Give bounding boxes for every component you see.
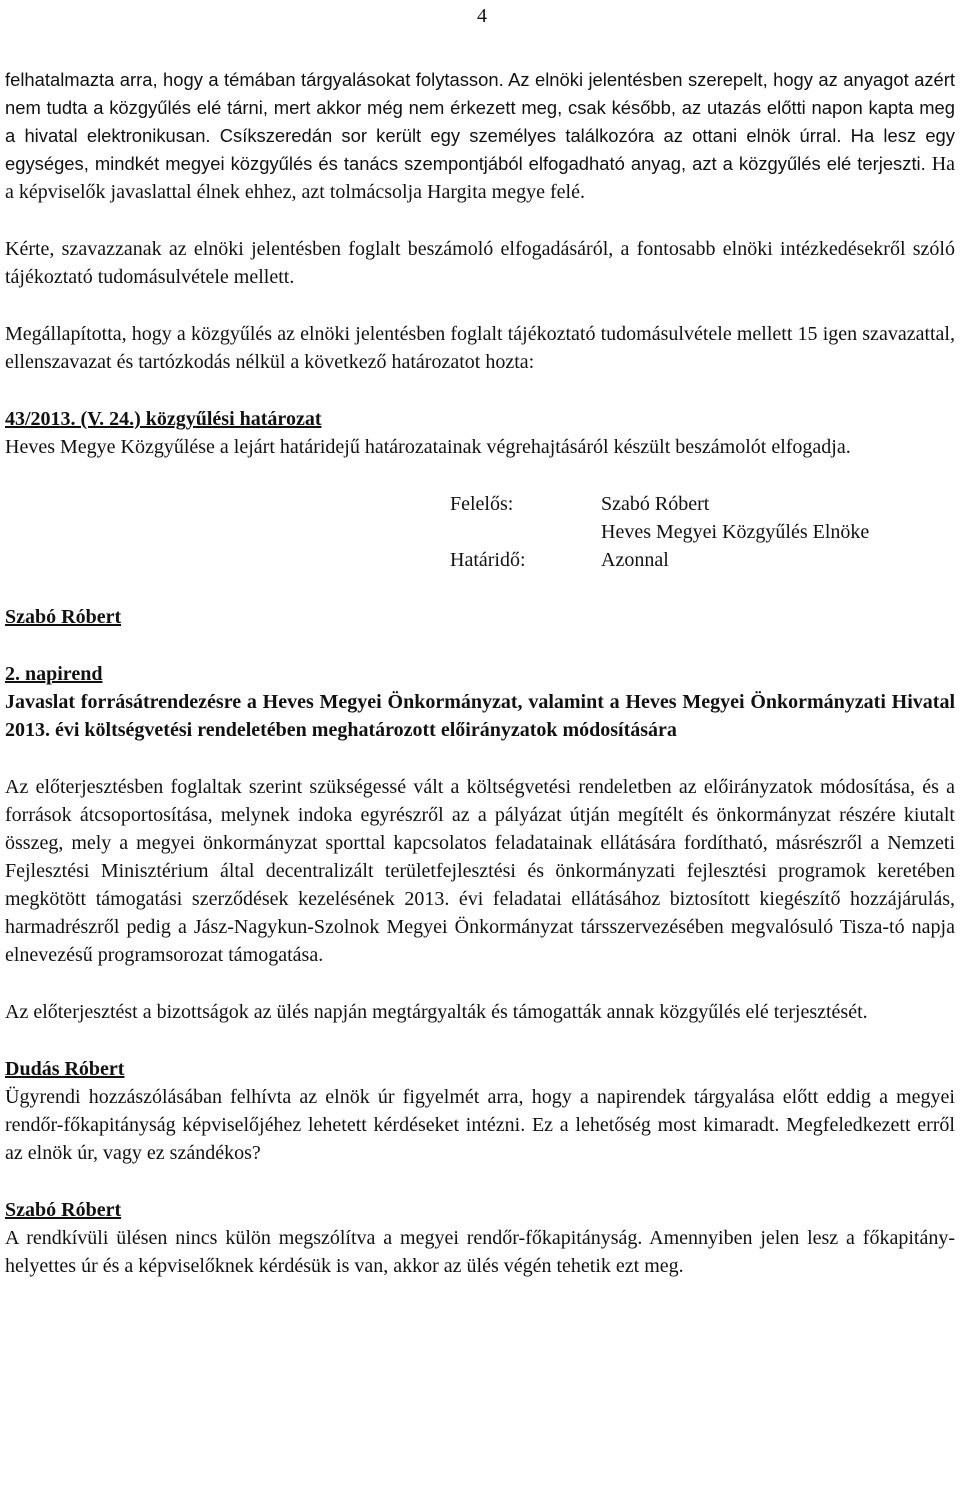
speaker-remark: A rendkívüli ülésen nincs külön megszólítva a megyei rendőr-főkapitányság. Amennyiben jelen lesz a főkapitány-helyettes úr és a képviselőknek kérdésük is van, akkor az ülés végén tehetik ezt meg. [5, 1227, 955, 1277]
responsible-title: Heves Megyei Közgyűlés Elnöke [601, 521, 870, 543]
paragraph-intro-main: felhatalmazta arra, hogy a témában tárgyalásokat folytasson. Az elnöki jelentésben szerepelt, hogy az anyagot azért nem tudta a közgyűlés elé tárni, mert akkor még nem érkezett meg, csak később, az utazás előtti napon kapta meg a hivatal elektronikusan. Csíkszeredán sor került egy személyes találkozóra az ottani elnök úrral. Ha lesz egy egységes, mindkét megyei közgyűlés és tanács szempontjából elfogadható anyag, azt a közgyűlés elé terjeszti. [5, 69, 955, 174]
speaker-name: Szabó Róbert [5, 1199, 122, 1221]
speaker-remark: Ügyrendi hozzászólásában felhívta az elnök úr figyelmét arra, hogy a napirendek tárgyalása előtt eddig a megyei rendőr-főkapitányság képviselőjéhez lehetett kérdéseket intézni. Ez a lehetőség most kimaradt. Megfeledkezett erről az elnök úr, vagy ez szándékos? [5, 1086, 955, 1164]
paragraph-vote-request: Kérte, szavazzanak az elnöki jelentésben foglalt beszámoló elfogadásáról, a fontosabb elnöki intézkedésekről szóló tájékoztató tudomásulvétele mellett. [5, 238, 955, 288]
responsible-label: Felelős: [450, 493, 514, 515]
paragraph-intro [5, 66, 955, 206]
responsible-name: Szabó Róbert [601, 493, 710, 515]
responsible-block [5, 490, 955, 574]
resolution-title: 43/2013. (V. 24.) közgyűlési határozat [5, 408, 322, 430]
paragraph-committees: Az előterjesztést a bizottságok az ülés napján megtárgyalták és támogatták annak közgyűlés elé terjesztését. [5, 1001, 868, 1023]
speaker-name: Dudás Róbert [5, 1058, 125, 1080]
deadline-label: Határidő: [450, 549, 526, 571]
document-body [5, 66, 955, 1280]
deadline-value: Azonnal [601, 549, 669, 571]
resolution-text: Heves Megye Közgyűlése a lejárt határidejű határozatainak végrehajtásáról készült beszámolót elfogadja. [5, 436, 851, 458]
agenda-number: 2. napirend [5, 663, 103, 685]
page-number: 4 [477, 5, 487, 27]
speaker-name: Szabó Róbert [5, 606, 122, 628]
paragraph-vote-result: Megállapította, hogy a közgyűlés az elnöki jelentésben foglalt tájékoztató tudomásulvétele mellett 15 igen szavazattal, ellenszavazat és tartózkodás nélkül a következő határozatot hozta: [5, 323, 955, 373]
paragraph-proposal: Az előterjesztésben foglaltak szerint szükségessé vált a költségvetési rendeletben az előirányzatok módosítása, és a források átcsoportosítása, melynek indoka egyrészről az a pályázat útján megítélt és önkormányzat részére kiutalt összeg, mely a megyei önkormányzat sporttal kapcsolatos feladatainak ellátására fordítható, másrészről a Nemzeti Fejlesztési Minisztérium által decentralizált területfejlesztési és önkormányzati fejlesztési programok keretében megkötött támogatási szerződések kezelésének 2013. évi feladatai ellátásához biztosított kiegészítő hozzájárulás, harmadrészről pedig a Jász-Nagykun-Szolnok Megyei Önkormányzat társszervezésében megvalósuló Tisza-tó napja elnevezésű programsorozat támogatása. [5, 776, 955, 966]
agenda-title: Javaslat forrásátrendezésre a Heves Megyei Önkormányzat, valamint a Heves Megyei Önkormányzati Hivatal 2013. évi költségvetési rendeletében meghatározott előirányzatok módosítására [5, 691, 955, 741]
paragraph-intro-end: Ha a képviselők javaslattal élnek ehhez, azt tolmácsolja Hargita megye felé. [5, 153, 956, 203]
